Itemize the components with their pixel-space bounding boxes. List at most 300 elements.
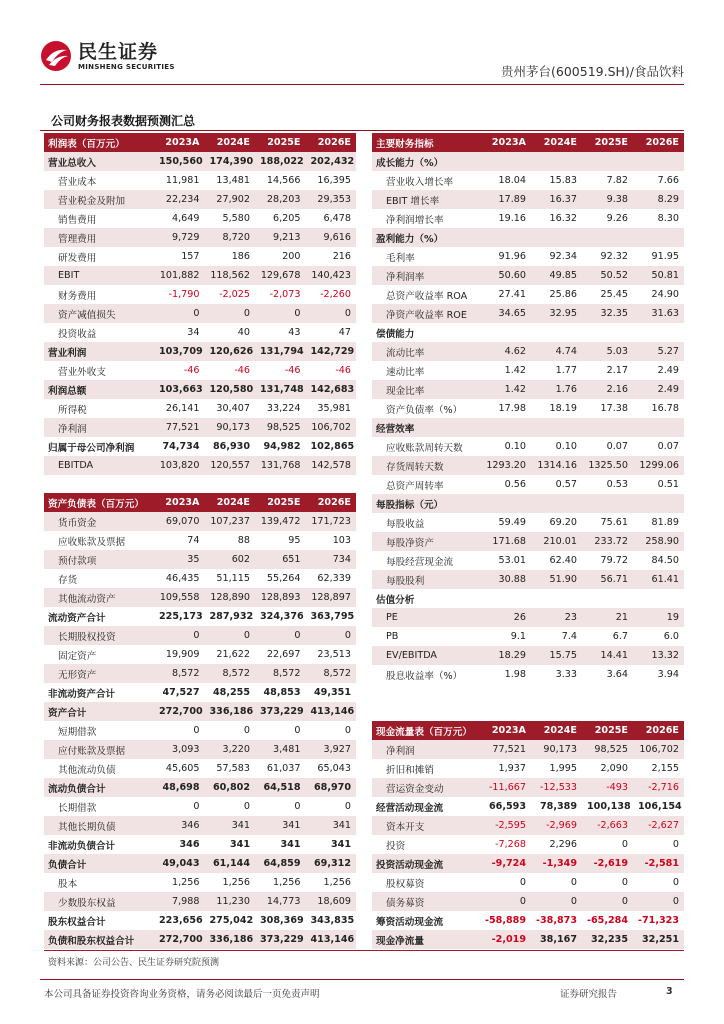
table-row xyxy=(372,437,684,456)
row-value xyxy=(582,152,633,171)
row-value: 16.32 xyxy=(549,213,577,224)
row-label: 资产负债率（%） xyxy=(386,404,463,416)
table-row xyxy=(44,456,356,475)
row-value: 45,605 xyxy=(165,763,200,774)
row-value xyxy=(531,589,582,608)
row-value: 61,037 xyxy=(266,763,301,774)
row-value: 69,070 xyxy=(154,512,205,531)
row-value: 62.40 xyxy=(549,555,577,566)
row-label: 估值分析 xyxy=(376,594,415,606)
row-value: 413,146 xyxy=(306,930,357,949)
row-label: 股本 xyxy=(58,878,78,890)
row-value: 18.29 xyxy=(480,646,531,665)
row-value: -9,724 xyxy=(480,854,531,873)
row-value: 5.27 xyxy=(633,342,684,361)
table-row xyxy=(44,854,356,873)
table-row xyxy=(44,816,356,835)
row-value: 2.49 xyxy=(657,365,679,376)
source-note: 资料来源：公司公告、民生证券研究院预测 xyxy=(48,958,220,968)
table-row xyxy=(372,816,684,835)
row-value: 0.10 xyxy=(555,441,577,452)
row-value: 2.49 xyxy=(633,380,684,399)
table-row xyxy=(372,854,684,873)
row-value: -2,716 xyxy=(633,778,684,797)
row-value xyxy=(582,228,633,247)
row-value: -2,581 xyxy=(633,854,684,873)
row-label: EBIT xyxy=(44,266,154,285)
row-value: 2.17 xyxy=(606,365,628,376)
table-row xyxy=(372,304,684,323)
table-row xyxy=(44,607,356,626)
table-row xyxy=(44,702,356,721)
row-value: 103,709 xyxy=(154,342,205,361)
row-value: 19.16 xyxy=(498,213,526,224)
row-value: 233.72 xyxy=(582,532,633,551)
table-row xyxy=(44,266,356,285)
table-row xyxy=(372,911,684,930)
table-row xyxy=(372,494,684,513)
table-row xyxy=(372,570,684,589)
row-label: PB xyxy=(386,631,399,642)
row-value: 0 xyxy=(193,725,200,736)
row-value: 56.71 xyxy=(582,570,633,589)
table-row xyxy=(44,835,356,854)
row-value: 4.74 xyxy=(531,342,582,361)
row-value: 0 xyxy=(154,304,205,323)
row-label: 净利润 xyxy=(44,418,154,437)
row-value: 100,138 xyxy=(587,801,631,812)
row-value: 53.01 xyxy=(498,555,526,566)
minsheng-logo-icon xyxy=(40,40,72,72)
row-value: 1.42 xyxy=(504,365,526,376)
row-value: 200 xyxy=(282,251,301,262)
row-value xyxy=(480,418,531,437)
row-value: 150,560 xyxy=(154,152,205,171)
row-value: 48,698 xyxy=(154,778,205,797)
row-value: 15.75 xyxy=(531,646,582,665)
table-row xyxy=(372,627,684,646)
row-value: 336,186 xyxy=(205,702,256,721)
row-label: 长期股权投资 xyxy=(44,626,154,645)
table-header-year: 2025E xyxy=(582,721,633,740)
stock-title: 贵州茅台(600519.SH)/食品饮料 xyxy=(501,64,684,79)
row-value: 346 xyxy=(179,839,200,850)
table-header-row xyxy=(372,133,684,152)
table-row xyxy=(372,266,684,285)
row-value: 118,562 xyxy=(205,266,256,285)
row-value: 11,230 xyxy=(205,892,256,911)
row-label: 投资收益 xyxy=(58,328,97,340)
row-value: 0.56 xyxy=(504,479,526,490)
row-value: 43 xyxy=(288,327,301,338)
row-label: 非流动资产合计 xyxy=(48,688,116,700)
row-value: -2,663 xyxy=(582,816,633,835)
row-value: 3,481 xyxy=(255,740,306,759)
row-label: 无形资产 xyxy=(44,664,154,683)
row-label: 股息收益率（%） xyxy=(386,670,463,682)
row-value: 98,525 xyxy=(255,418,306,437)
row-value: 0 xyxy=(193,801,200,812)
row-label: 营业收入增长率 xyxy=(386,176,454,188)
table-header-year: 2023A xyxy=(154,133,205,152)
row-label: 债务募资 xyxy=(372,892,480,911)
row-value xyxy=(582,323,633,342)
row-label: 非流动负债合计 xyxy=(48,840,116,852)
row-value: 1,256 xyxy=(222,877,250,888)
row-value: 343,835 xyxy=(310,915,355,926)
row-value: 8.29 xyxy=(633,190,684,209)
table-row xyxy=(44,323,356,342)
row-value: 128,893 xyxy=(255,588,306,607)
row-value: 102,865 xyxy=(310,441,355,452)
row-value: 77,521 xyxy=(480,740,531,759)
row-value: 0 xyxy=(570,877,577,888)
row-value: 142,578 xyxy=(306,456,357,475)
table-row xyxy=(44,437,356,456)
row-value: 0 xyxy=(633,892,684,911)
row-value xyxy=(531,418,582,437)
row-value: 0 xyxy=(672,877,679,888)
row-value: 341 xyxy=(330,839,351,850)
row-value: 341 xyxy=(306,816,357,835)
row-value: 287,932 xyxy=(209,611,254,622)
table-row xyxy=(44,569,356,588)
table-row xyxy=(44,892,356,911)
row-value: 32,251 xyxy=(633,930,684,949)
row-value: 16.37 xyxy=(531,190,582,209)
row-value: 1,256 xyxy=(172,877,200,888)
row-value: 38,167 xyxy=(531,930,582,949)
table-row xyxy=(44,380,356,399)
table-row xyxy=(44,759,356,778)
row-value: 7,988 xyxy=(154,892,205,911)
row-label: 应付账款及票据 xyxy=(44,740,154,759)
row-label: 流动负债合计 xyxy=(44,778,154,797)
row-value: 69.20 xyxy=(549,517,577,528)
row-value: -493 xyxy=(582,778,633,797)
row-label: PE xyxy=(372,608,480,627)
row-value: 23 xyxy=(531,608,582,627)
row-value xyxy=(633,418,684,437)
row-value: 62,339 xyxy=(317,573,351,584)
table-header-year: 2023A xyxy=(480,721,531,740)
row-value: 139,472 xyxy=(255,512,306,531)
row-value: 336,186 xyxy=(205,930,256,949)
row-value: 7.66 xyxy=(657,175,679,186)
row-value: 8,572 xyxy=(255,664,306,683)
row-value: 0 xyxy=(306,304,357,323)
row-value: 19 xyxy=(633,608,684,627)
table-row xyxy=(44,361,356,380)
row-value: -2,595 xyxy=(480,816,531,835)
row-value: 28,203 xyxy=(255,190,306,209)
table-row xyxy=(372,835,684,854)
row-label: 投资 xyxy=(386,840,406,852)
table-header-row xyxy=(44,493,356,512)
title-divider xyxy=(40,130,684,131)
row-label: 存货周转天数 xyxy=(372,456,480,475)
row-value: 131,748 xyxy=(255,380,306,399)
cash-flow-table xyxy=(372,721,684,949)
row-value: 19,909 xyxy=(165,649,200,660)
row-label: 毛利率 xyxy=(386,252,415,264)
row-label: 其他长期负债 xyxy=(44,816,154,835)
row-value: 47,527 xyxy=(162,687,200,698)
row-value: 120,557 xyxy=(205,456,256,475)
row-value: 26 xyxy=(480,608,531,627)
table-row xyxy=(44,304,356,323)
row-value: 1,937 xyxy=(498,763,526,774)
row-value: 0 xyxy=(480,892,531,911)
row-value: 734 xyxy=(306,550,357,569)
table-row xyxy=(372,399,684,418)
row-value: 57,583 xyxy=(216,763,250,774)
row-value: 17.98 xyxy=(498,403,526,414)
row-value: 98,525 xyxy=(582,740,633,759)
row-value: 258.90 xyxy=(633,532,684,551)
row-value: 81.89 xyxy=(651,517,679,528)
row-label: 现金净流量 xyxy=(372,930,480,949)
row-value: 27.41 xyxy=(498,289,526,300)
row-value: 66,593 xyxy=(488,801,526,812)
row-value: 413,146 xyxy=(306,702,357,721)
row-value: 0 xyxy=(243,725,250,736)
row-label: 其他流动负债 xyxy=(58,764,116,776)
row-value: 17.38 xyxy=(600,403,628,414)
row-value: 21 xyxy=(582,608,633,627)
row-value: 6.7 xyxy=(612,631,628,642)
row-label: 营业总收入 xyxy=(44,152,154,171)
row-value: 75.61 xyxy=(600,517,628,528)
table-row xyxy=(372,171,684,190)
table-row xyxy=(372,361,684,380)
row-value: 9.1 xyxy=(510,631,526,642)
table-row xyxy=(44,588,356,607)
row-label: 总资产收益率 ROA xyxy=(386,290,468,302)
table-row xyxy=(44,873,356,892)
table-row xyxy=(372,797,684,816)
row-value: 92.32 xyxy=(600,251,628,262)
row-value: 49,351 xyxy=(313,687,351,698)
row-value xyxy=(633,323,684,342)
table-row xyxy=(44,418,356,437)
row-value: 49,043 xyxy=(154,854,205,873)
table-header-year: 2026E xyxy=(306,493,357,512)
row-value: 1.98 xyxy=(504,669,526,680)
row-label: 经营效率 xyxy=(372,418,480,437)
row-value: 64,859 xyxy=(255,854,306,873)
row-value: 140,423 xyxy=(306,266,357,285)
row-value xyxy=(582,494,633,513)
table-row xyxy=(44,721,356,740)
row-label: 应收账款周转天数 xyxy=(386,442,463,454)
row-value: 88 xyxy=(237,535,250,546)
table-row xyxy=(372,342,684,361)
row-value: 22,234 xyxy=(154,190,205,209)
table-header-year: 2026E xyxy=(306,133,357,152)
row-value: -65,284 xyxy=(587,915,629,926)
row-value: 9.38 xyxy=(582,190,633,209)
table-row xyxy=(372,152,684,171)
row-value: 651 xyxy=(255,550,306,569)
row-value: 1.76 xyxy=(531,380,582,399)
row-value: 7.4 xyxy=(561,631,577,642)
table-header-year: 2026E xyxy=(633,721,684,740)
row-value: -2,025 xyxy=(219,289,250,300)
page-header xyxy=(40,40,684,82)
row-value: 341 xyxy=(255,816,306,835)
table-header-year: 2025E xyxy=(255,133,306,152)
row-value: 129,678 xyxy=(255,266,306,285)
row-value: 74,734 xyxy=(162,441,200,452)
row-value: 15.83 xyxy=(549,175,577,186)
row-value: 223,656 xyxy=(159,915,203,926)
row-value: -38,873 xyxy=(536,915,578,926)
row-value: 18.19 xyxy=(549,403,577,414)
row-label: 盈利能力（%） xyxy=(372,228,480,247)
row-value: 25.86 xyxy=(549,289,577,300)
row-label: 每股经营现金流 xyxy=(386,556,454,568)
logo-text-en: MINSHENG SECURITIES xyxy=(78,62,175,71)
row-label: 偿债能力 xyxy=(376,328,415,340)
row-value: -2,019 xyxy=(480,930,531,949)
table-row xyxy=(372,646,684,665)
row-label: 每股收益 xyxy=(386,518,425,530)
row-value: 324,376 xyxy=(260,611,304,622)
row-label: 每股股利 xyxy=(372,570,480,589)
row-value: 1.42 xyxy=(480,380,531,399)
row-value: -58,889 xyxy=(485,915,527,926)
table-row xyxy=(44,740,356,759)
row-label: 长期借款 xyxy=(58,802,97,814)
row-value: 0.10 xyxy=(504,441,526,452)
row-value xyxy=(480,323,531,342)
table-row xyxy=(44,626,356,645)
row-value: 171.68 xyxy=(480,532,531,551)
row-value: 0 xyxy=(294,801,301,812)
row-value: 1,995 xyxy=(549,763,577,774)
row-label: 短期借款 xyxy=(58,726,97,738)
row-label: 净利润 xyxy=(372,740,480,759)
row-value: 6,478 xyxy=(323,213,351,224)
row-value: 346 xyxy=(154,816,205,835)
row-value: 18,609 xyxy=(306,892,357,911)
row-value: 103,820 xyxy=(154,456,205,475)
row-value xyxy=(531,323,582,342)
row-value: 272,700 xyxy=(154,930,205,949)
row-value: 22,697 xyxy=(266,649,301,660)
row-value: 2,090 xyxy=(600,763,628,774)
table-row xyxy=(44,190,356,209)
row-value: 35,981 xyxy=(317,403,351,414)
row-value: 1293.20 xyxy=(480,456,531,475)
row-value: 9,213 xyxy=(255,228,306,247)
table-header-year: 2024E xyxy=(531,133,582,152)
row-value: 0 xyxy=(531,892,582,911)
row-label: 资产减值损失 xyxy=(44,304,154,323)
table-row xyxy=(372,551,684,570)
row-value: 3.94 xyxy=(657,669,679,680)
row-label: 净利润率 xyxy=(372,266,480,285)
row-value: 0 xyxy=(205,626,256,645)
row-value: 107,237 xyxy=(205,512,256,531)
row-value: 275,042 xyxy=(209,915,254,926)
row-value: 216 xyxy=(332,251,351,262)
row-value: 106,154 xyxy=(638,801,682,812)
row-value: 60,802 xyxy=(205,778,256,797)
row-value: 48,853 xyxy=(263,687,301,698)
row-value: 94,982 xyxy=(263,441,301,452)
row-value: 86,930 xyxy=(212,441,250,452)
row-value: 0 xyxy=(344,801,351,812)
row-value: 6,205 xyxy=(273,213,301,224)
table-row xyxy=(372,665,684,684)
table-row xyxy=(44,171,356,190)
table-row xyxy=(372,228,684,247)
row-value: 32.95 xyxy=(531,304,582,323)
row-label: 现金比率 xyxy=(372,380,480,399)
table-row xyxy=(372,759,684,778)
row-value: -2,619 xyxy=(582,854,633,873)
row-value: 55,264 xyxy=(266,573,301,584)
row-value: 1299.06 xyxy=(633,456,684,475)
row-value: 157 xyxy=(181,251,200,262)
row-label: 营业外收支 xyxy=(58,366,106,378)
row-value: 103,663 xyxy=(154,380,205,399)
row-value: 24.90 xyxy=(651,289,679,300)
table-row xyxy=(44,911,356,930)
table-row xyxy=(372,778,684,797)
row-value: 0 xyxy=(243,801,250,812)
table-row xyxy=(372,475,684,494)
row-value: 202,432 xyxy=(306,152,357,171)
row-value xyxy=(633,228,684,247)
row-value: 6.0 xyxy=(663,631,679,642)
table-row xyxy=(372,873,684,892)
row-label: 每股净资产 xyxy=(372,532,480,551)
row-value: 9,729 xyxy=(154,228,205,247)
row-label: 存货 xyxy=(58,574,78,586)
table-row xyxy=(44,209,356,228)
row-value: 101,882 xyxy=(154,266,205,285)
row-label: 固定资产 xyxy=(58,650,97,662)
row-value: -2,260 xyxy=(320,289,351,300)
row-value: 128,897 xyxy=(306,588,357,607)
row-value: 0.51 xyxy=(657,479,679,490)
row-value: 602 xyxy=(205,550,256,569)
row-value: -1,349 xyxy=(531,854,582,873)
row-label: 应收账款及票据 xyxy=(58,536,126,548)
row-value: 2,155 xyxy=(651,763,679,774)
table-row xyxy=(372,608,684,627)
row-value: 0 xyxy=(205,304,256,323)
income-statement-table xyxy=(44,133,356,475)
row-value: 21,622 xyxy=(216,649,250,660)
row-value: 174,390 xyxy=(205,152,256,171)
row-value: 16,395 xyxy=(317,175,351,186)
row-value: 61.41 xyxy=(633,570,684,589)
table-row xyxy=(44,512,356,531)
row-label: 归属于母公司净利润 xyxy=(48,442,135,454)
row-label: 净利润增长率 xyxy=(386,214,444,226)
row-value: -2,969 xyxy=(531,816,582,835)
row-value: 13,481 xyxy=(216,175,250,186)
row-value: 103 xyxy=(332,535,351,546)
row-value: 0 xyxy=(582,892,633,911)
row-value: 341 xyxy=(229,839,250,850)
row-value xyxy=(480,152,531,171)
row-value: 8,572 xyxy=(205,664,256,683)
